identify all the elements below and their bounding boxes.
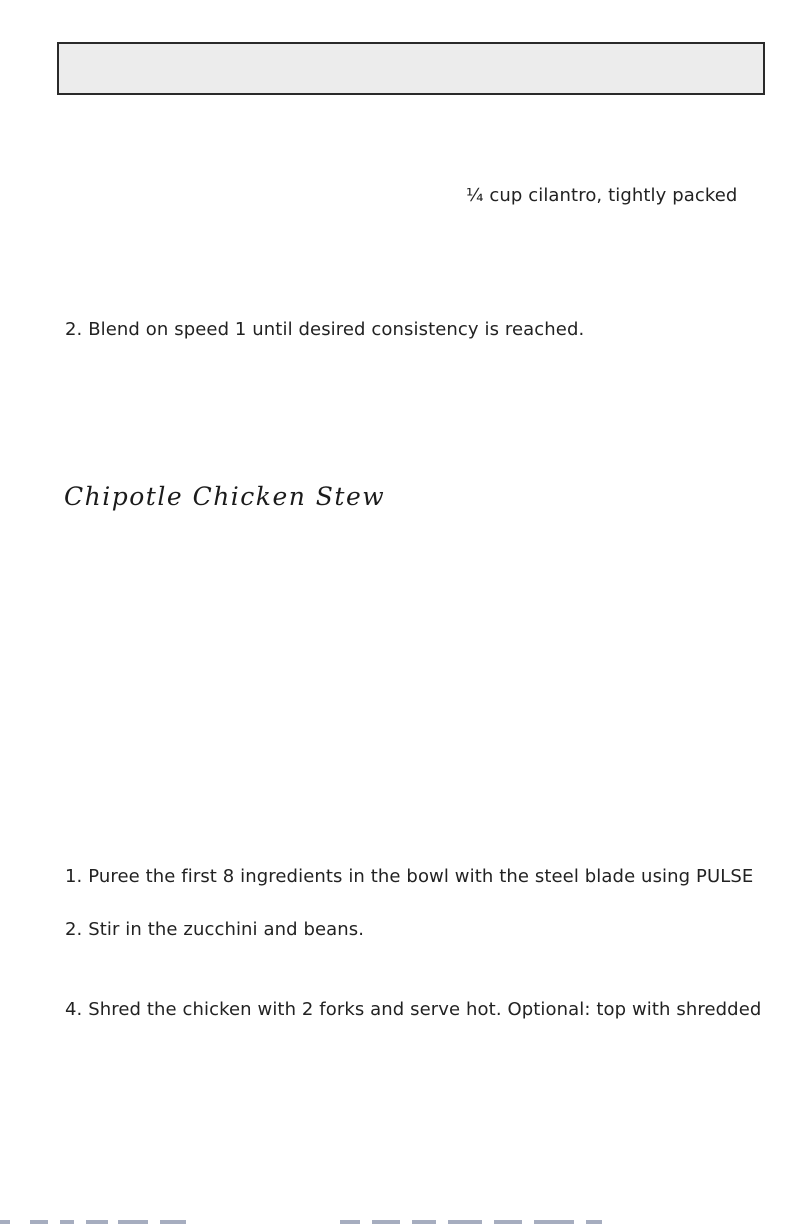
stew-step-2: 2. Stir in the zucchini and beans. bbox=[65, 919, 365, 940]
stew-step-4: 4. Shred the chicken with 2 forks and serve hot. Optional: top with shredded bbox=[65, 999, 762, 1020]
recipe-title: Chipotle Chicken Stew bbox=[64, 482, 386, 511]
salsa-step-2: 2. Blend on speed 1 until desired consistency is reached. bbox=[65, 319, 585, 340]
ingredient-cilantro: ¼ cup cilantro, tightly packed bbox=[466, 185, 738, 206]
footer-cut-off-text bbox=[0, 1218, 793, 1225]
stew-step-1: 1. Puree the first 8 ingredients in the bowl with the steel blade using PULSE bbox=[65, 866, 754, 887]
header-banner bbox=[57, 42, 765, 95]
